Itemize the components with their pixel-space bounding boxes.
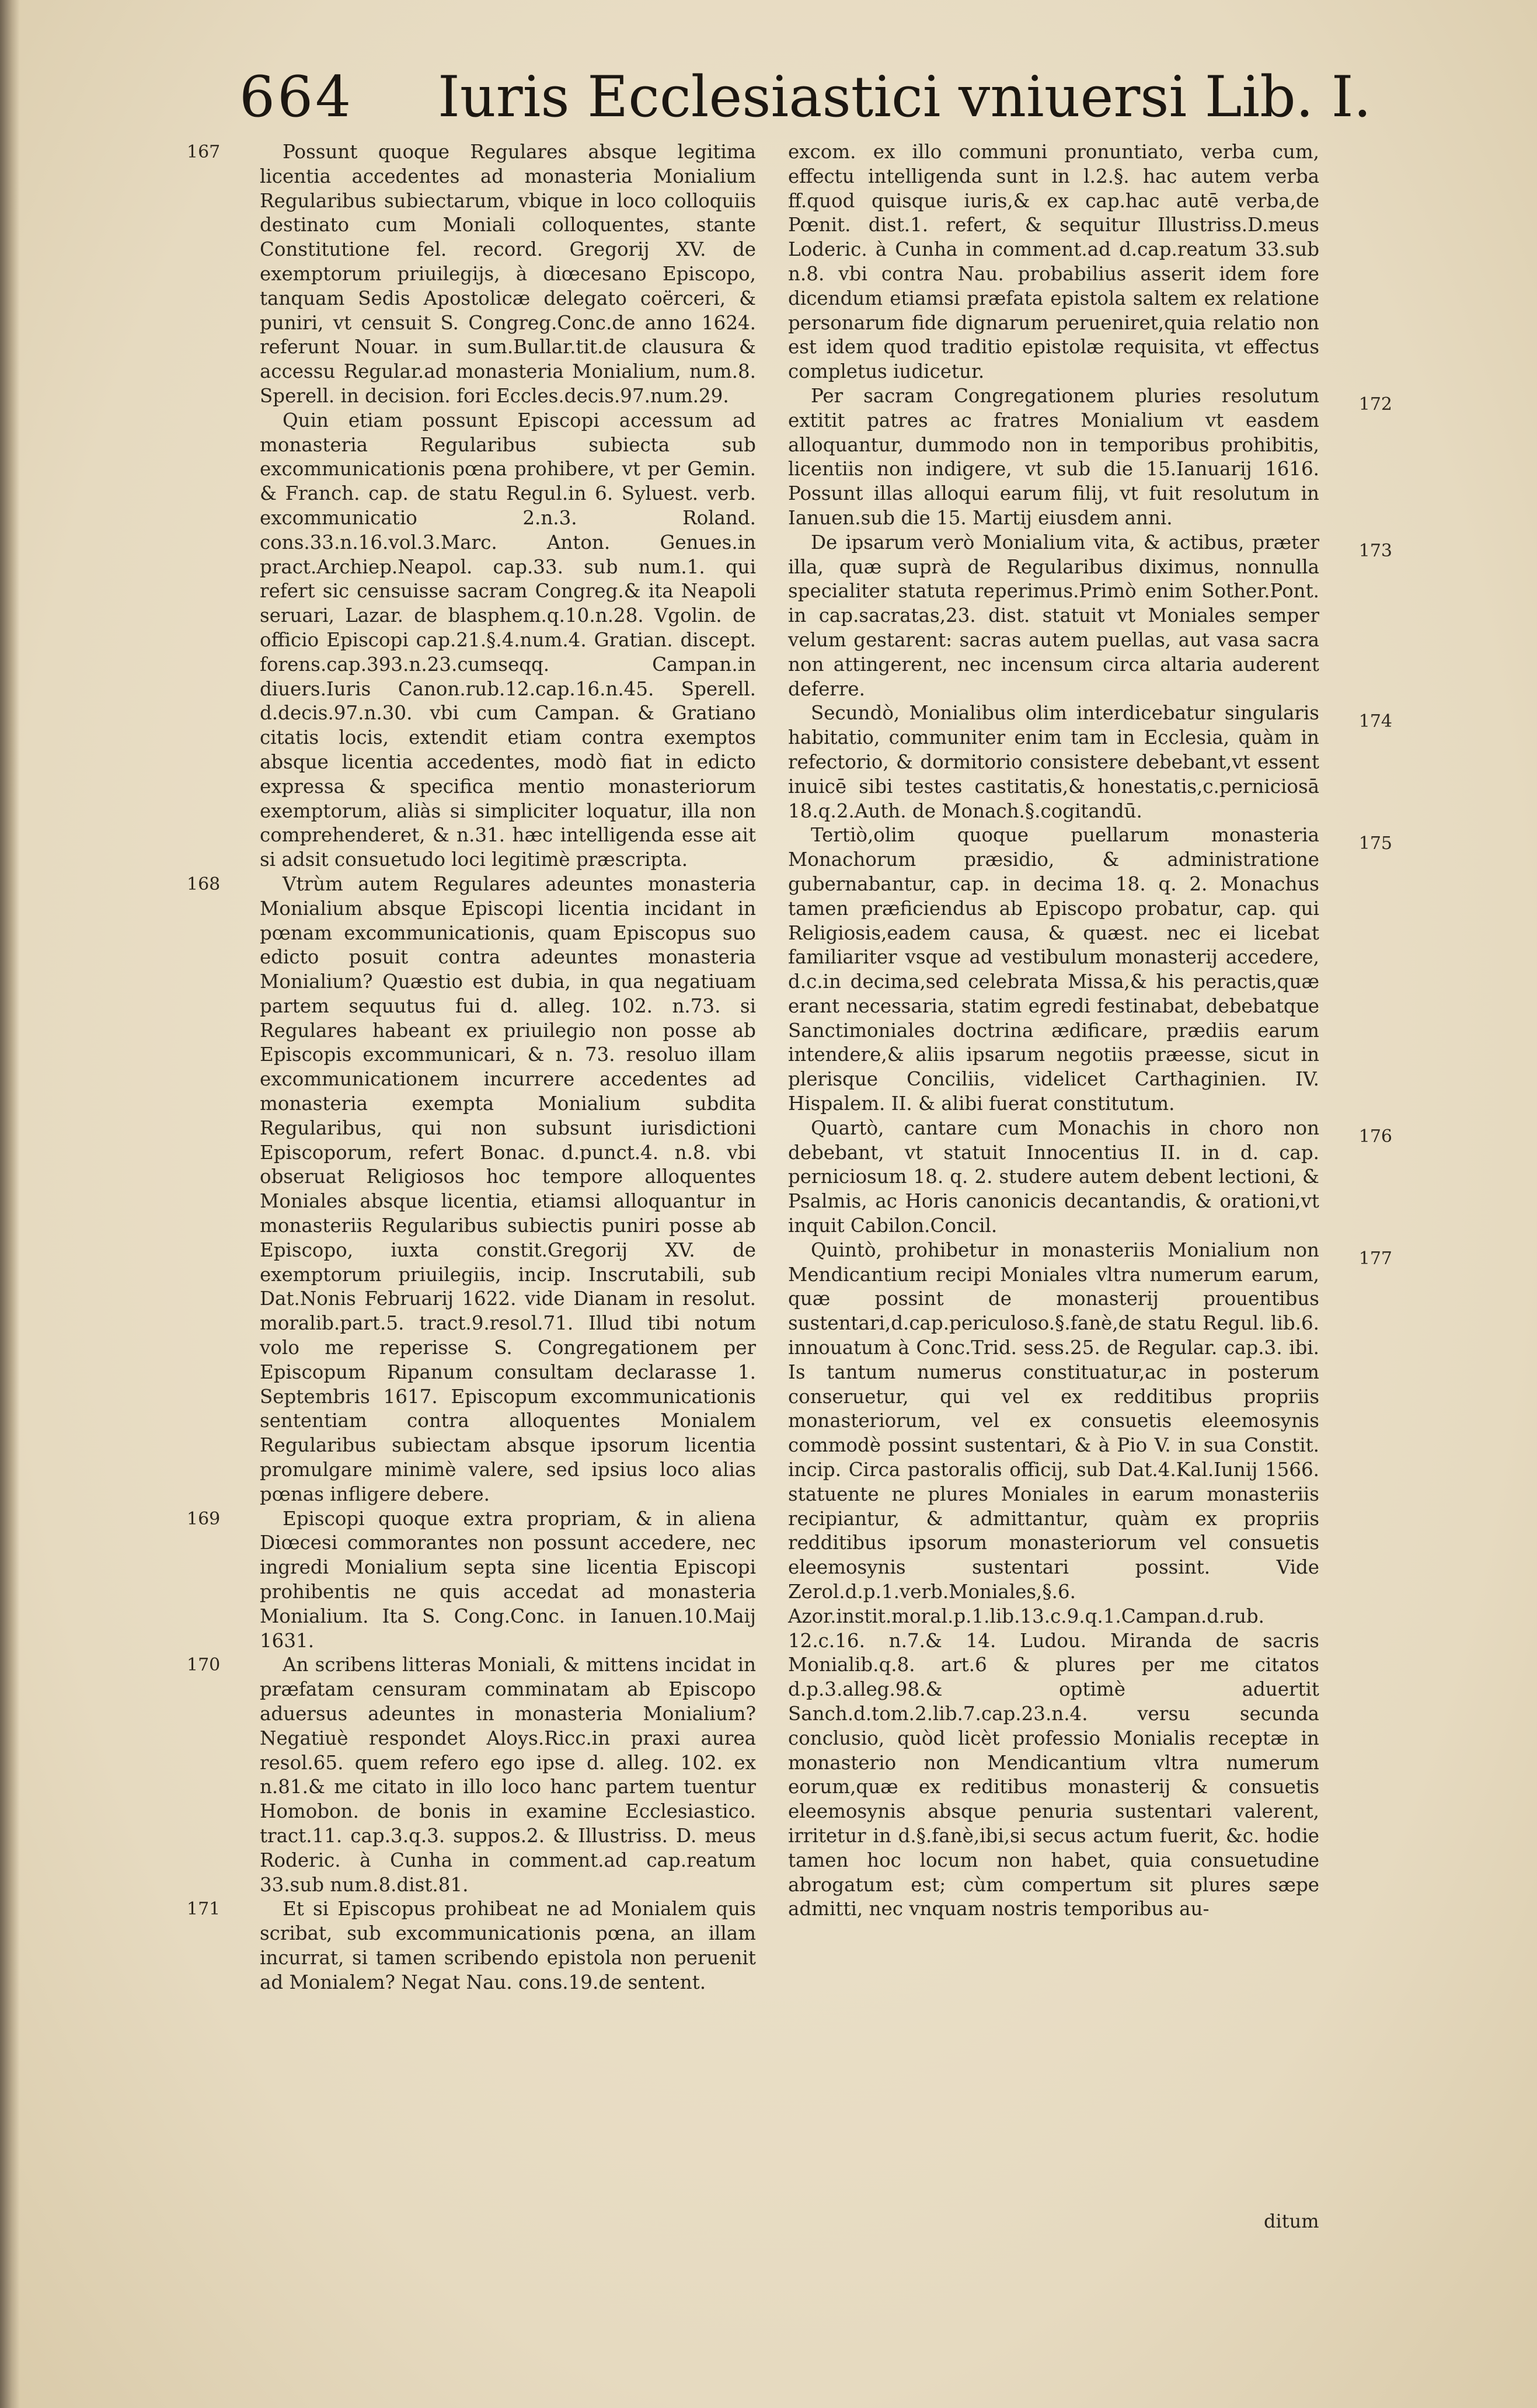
paragraph-text: Episcopi quoque extra propriam, & in aliena Diœcesi commorantes non possunt accedere, nec ingredi Monialium septa sine licentia Episcopi prohibentis ne quis accedat ad monasteria Monialium. Ita S. Cong.Conc. in Ianuen.10.Maij 1631. [260, 1507, 756, 1652]
paragraph-167 [187, 140, 756, 409]
paragraph-text: Secundò, Monialibus olim interdicebatur singularis habitatio, communiter enim tam in Ecclesia, quàm in refectorio, & dormitorio consistere debebant,vt essent inuicē sibi testes castitatis,& honestatis,c.perniciosā 18.q.2.Auth. de Monach.§.cogitandū. [788, 702, 1319, 822]
paragraph-text: Per sacram Congregationem pluries resolutum extitit patres ac fratres Monialium vt easdem alloquantur, dummodo non in temporibus prohibitis, licentiis non indigere, vt sub die 15.Ianuarij 1616. Possunt illas alloqui earum filij, vt fuit resolutum in Ianuen.sub die 15. Martij eiusdem anni. [788, 384, 1319, 529]
page-header [0, 58, 1537, 134]
marginal-number-174: 174 [1358, 711, 1392, 732]
paragraph-text: Et si Episcopus prohibeat ne ad Monialem quis scribat, sub excommunicationis pœna, an illam incurrat, si tamen scribendo epistola non peruenit ad Monialem? Negat Nau. cons.19.de sentent. [260, 1898, 756, 1993]
paragraph-176 [788, 1116, 1392, 1238]
paragraph-text: Tertiò,olim quoque puellarum monasteria Monachorum præsidio, & administratione gubernabantur, cap. in decima 18. q. 2. Monachus tamen præficiendus ab Episcopo probatur, cap. qui Religiosis,eadem causa, & quæst. nec ei licebat familiariter vsque ad vestibulum monasterij accedere, d.c.in decima,sed celebrata Missa,& his peractis,quæ erant necessaria, statim egredi festinabat, debebatque Sanctimoniales doctrina ædificare, prædiis earum intendere,& aliis ipsarum negotiis præesse, sicut in plerisque Conciliis, videlicet Carthaginien. IV. Hispalem. II. & alibi fuerat constitutum. [788, 824, 1319, 1115]
marginal-number-172: 172 [1358, 394, 1392, 415]
paragraph-171 [187, 1897, 756, 1995]
paragraph-text: Vtrùm autem Regulares adeuntes monasteria Monialium absque Episcopi licentia incidant in pœnam excommunicationis, quam Episcopus suo edicto posuit contra adeuntes monasteria Monialium? Quæstio est dubia, in qua negatiuam partem sequutus fui d. alleg. 102. n.73. si Regulares habeant ex priuilegio non posse ab Episcopis excommunicari, & n. 73. resoluo illam excommunicationem incurrere accedentes ad monasteria exempta Monialium subdita Regularibus, qui non subsunt iurisdictioni Episcoporum, refert Bonac. d.punct.4. n.8. vbi obseruat Religiosos hoc tempore alloquentes Moniales absque licentia, etiamsi alloquantur in monasteriis Regularibus subiectis puniri posse ab Episcopo, iuxta constit.Gregorij XV. de exemptorum priuilegiis, incip. Inscrutabili, sub Dat.Nonis Februarij 1622. vide Dianam in resolut. moralib.part.5. tract.9.resol.71. Illud tibi notum volo me reperisse S. Congregationem per Episcopum Ripanum consultam declarasse 1. Septembris 1617. Episcopum excommunicationis sententiam contra alloquentes Monialem Regularibus subiectam absque ipsorum licentia promulgare minimè valere, sed ipsius loco alias pœnas infligere debere. [260, 872, 756, 1505]
paragraph-text: De ipsarum verò Monialium vita, & actibus, præter illa, quæ suprà de Regularibus diximus, nonnulla specialiter statuta reperimus.Primò enim Sother.Pont. in cap.sacratas,23. dist. statuit vt Moniales semper velum gestarent: sacras autem puellas, aut vasa sacra non attingerent, nec incensum circa altaria auderent deferre. [788, 531, 1319, 700]
marginal-number-176: 176 [1358, 1126, 1392, 1147]
paragraph-173 [788, 531, 1392, 702]
right-column [788, 140, 1392, 2242]
paragraph-172 [788, 384, 1392, 531]
paragraph-177 [788, 1238, 1392, 1922]
running-title: Iuris Ecclesiastici vniuersi Lib. I. [438, 64, 1372, 130]
marginal-number-171: 171 [187, 1899, 221, 1920]
marginal-number-175: 175 [1358, 833, 1392, 854]
paragraph-171-cont [788, 140, 1319, 384]
marginal-number-173: 173 [1358, 540, 1392, 561]
marginal-number-167: 167 [187, 142, 221, 162]
paragraph-175 [788, 823, 1392, 1116]
left-column [187, 140, 756, 2242]
marginal-number-177: 177 [1358, 1248, 1392, 1269]
marginal-number-169: 169 [187, 1508, 221, 1529]
page-number: 664 [239, 64, 354, 130]
marginal-number-170: 170 [187, 1655, 221, 1676]
catchword: ditum [1264, 2210, 1319, 2232]
paragraph-167-cont [260, 409, 756, 872]
marginal-number-168: 168 [187, 874, 221, 895]
paragraph-text: Quartò, cantare cum Monachis in choro non debebant, vt statuit Innocentius II. in d. cap. perniciosum 18. q. 2. studere autem debent lectioni, & Psalmis, ac Horis canonicis decantandis, & orationi,vt inquit Cabilon.Concil. [788, 1116, 1319, 1237]
paragraph-text: Quin etiam possunt Episcopi accessum ad monasteria Regularibus subiecta sub excommunicationis pœna prohibere, vt per Gemin. & Franch. cap. de statu Regul.in 6. Syluest. verb. excommunicatio 2.n.3. Roland. cons.33.n.16.vol.3.Marc. Anton. Genues.in pract.Archiep.Neapol. cap.33. sub num.1. qui refert sic censuisse sacram Congreg.& ita Neapoli seruari, Lazar. de blasphem.q.10.n.28. Vgolin. de officio Episcopi cap.21.§.4.num.4. Gratian. discept. forens.cap.393.n.23.cumseqq. Campan.in diuers.Iuris Canon.rub.12.cap.16.n.45. Sperell. d.decis.97.n.30. vbi cum Campan. & Gratiano citatis locis, extendit etiam contra exemptos absque licentia accedentes, modò fiat in edicto expressa & specifica mentio monasteriorum exemptorum, aliàs si simpliciter loquatur, illa non comprehenderet, & n.31. hæc intelligenda esse ait si adsit consuetudo loci legitimè præscripta. [260, 409, 756, 871]
paragraph-174 [788, 701, 1392, 823]
paragraph-text: An scribens litteras Moniali, & mittens incidat in præfatam censuram comminatam ab Episcopo aduersus adeuntes in monasteria Monialium? Negatiuè respondet Aloys.Ricc.in praxi aurea resol.65. quem refero ego ipse d. alleg. 102. ex n.81.& me citato in illo loco hanc partem tuentur Homobon. de bonis in examine Ecclesiastico. tract.11. cap.3.q.3. suppos.2. & Illustriss. D. meus Roderic. à Cunha in comment.ad cap.reatum 33.sub num.8.dist.81. [260, 1654, 756, 1896]
paragraph-169 [187, 1507, 756, 1654]
paragraph-168 [187, 872, 756, 1507]
paragraph-text: excom. ex illo communi pronuntiato, verba cum, effectu intelligenda sunt in l.2.§. hac autem verba ff.quod quisque iuris,& ex cap.hac autē verba,de Pœnit. dist.1. refert, & sequitur Illustriss.D.meus Loderic. à Cunha in comment.ad d.cap.reatum 33.sub n.8. vbi contra Nau. probabilius asserit idem fore dicendum etiamsi præfata epistola saltem ex relatione personarum fide dignarum perueniret,quia relatio non est idem quod traditio epistolæ requisita, vt effectus completus iudicetur. [788, 141, 1319, 383]
paragraph-text: Possunt quoque Regulares absque legitima licentia accedentes ad monasteria Monialium Regularibus subiectarum, vbique in loco colloquiis destinato cum Moniali colloquentes, stante Constitutione fel. record. Gregorij XV. de exemptorum priuilegijs, à diœcesano Episcopo, tanquam Sedis Apostolicæ delegato coërceri, & puniri, vt censuit S. Congreg.Conc.de anno 1624. referunt Nouar. in sum.Bullar.tit.de clausura & accessu Regular.ad monasteria Monialium, num.8. Sperell. in decision. fori Eccles.decis.97.num.29. [260, 141, 756, 407]
paragraph-text: Quintò, prohibetur in monasteriis Monialium non Mendicantium recipi Moniales vltra numerum earum, quæ possint de monasterij prouentibus sustentari,d.cap.periculoso.§.fanè,de statu Regul. lib.6. innouatum à Conc.Trid. sess.25. de Regular. cap.3. ibi. Is tantum numerus constituatur,ac in posterum conseruetur, qui vel ex redditibus propriis monasteriorum, vel ex consuetis eleemosynis commodè possint sustentari, & à Pio V. in sua Constit. incip. Circa pastoralis officij, sub Dat.4.Kal.Iunij 1566. statuente ne plures Moniales in earum monasteriis recipiantur, & admittantur, quàm ex propriis redditibus ipsorum monasteriorum vel consuetis eleemosynis sustentari possint. Vide Zerol.d.p.1.verb.Moniales,§.6. Azor.instit.moral.p.1.lib.13.c.9.q.1.Campan.d.rub. 12.c.16. n.7.& 14. Ludou. Miranda de sacris Monialib.q.8. art.6 & plures per me citatos d.p.3.alleg.98.& optimè aduertit Sanch.d.tom.2.lib.7.cap.23.n.4. versu secunda conclusio, quòd licèt professio Monialis receptæ in monasterio non Mendicantium vltra numerum eorum,quæ ex reditibus monasterij & consuetis eleemosynis absque penuria sustentari valerent, irritetur in d.§.fanè,ibi,si secus actum fuerit, &c. hodie tamen hoc locum non habet, quia consuetudine abrogatum est; cùm compertum sit plures sæpe admitti, nec vnquam nostris temporibus au- [788, 1238, 1319, 1920]
paragraph-170 [187, 1653, 756, 1897]
